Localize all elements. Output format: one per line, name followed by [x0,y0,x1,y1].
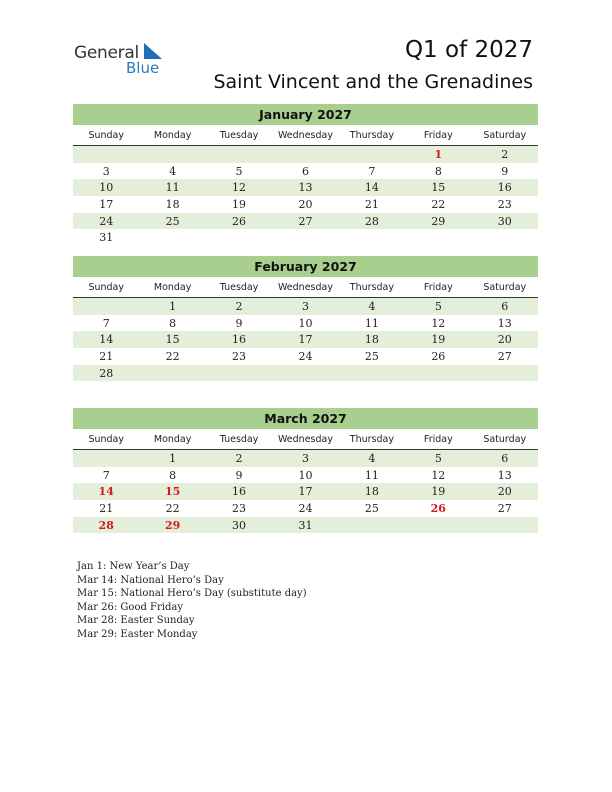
day-cell: 12 [431,316,446,330]
day-cell: 4 [169,164,177,178]
day-cell: 13 [497,468,512,482]
day-cell: 27 [298,214,313,228]
holiday-notes [77,560,307,641]
day-cell: 6 [501,300,509,313]
day-cell [339,517,405,534]
day-cell: 24 [298,350,313,364]
day-cell [206,365,272,382]
day-cell: 5 [235,164,243,178]
day-cell: 1 [169,452,177,465]
week-row [73,163,538,180]
holiday-note: Mar 28: Easter Sunday [77,615,195,626]
day-cell [405,365,471,382]
day-cell: 11 [364,468,379,482]
day-cell [73,450,139,467]
day-cell: 2 [501,148,509,161]
day-cell: 22 [431,198,446,212]
day-cell [139,146,205,163]
page-title: Q1 of 2027 [404,37,533,63]
weekday-label: Tuesday [219,282,259,293]
weekday-header-row [73,429,538,450]
day-cell: 9 [235,468,243,482]
day-cell: 26 [431,350,446,364]
day-cell [206,229,272,246]
day-cell [73,146,139,163]
day-cell [272,365,338,382]
day-cell: 7 [368,164,376,178]
day-cell: 3 [102,164,110,178]
weekday-label: Friday [423,282,453,293]
day-cell: 14 [99,333,114,347]
day-cell [405,229,471,246]
day-cell: 6 [301,164,309,178]
week-row [73,179,538,196]
weekday-label: Sunday [88,282,124,293]
day-cell: 26 [430,502,446,516]
day-cell: 8 [169,468,177,482]
day-cell: 31 [99,231,114,245]
day-cell [272,146,338,163]
day-cell: 20 [497,333,512,347]
day-cell: 1 [169,300,177,313]
month-header: March 2027 [73,408,538,429]
holiday-note: Mar 14: National Hero’s Day [77,574,224,586]
weekday-label: Wednesday [277,434,333,445]
day-cell: 19 [431,333,446,347]
week-row [73,146,538,163]
week-row [73,517,538,534]
holiday-note: Jan 1: New Year’s Day [77,561,190,572]
weekday-label: Tuesday [219,130,259,141]
weekday-label: Monday [153,130,192,141]
day-cell: 11 [364,316,379,330]
day-cell: 26 [232,214,247,228]
day-cell: 18 [364,485,379,499]
weekday-label: Sunday [88,130,124,141]
day-cell: 11 [165,181,180,195]
day-cell: 12 [431,468,446,482]
week-row [73,450,538,467]
day-cell [339,146,405,163]
logo-text-blue: Blue [126,59,160,77]
weekday-label: Monday [153,434,192,445]
day-cell: 4 [368,452,376,465]
day-cell: 20 [298,198,313,212]
day-cell: 15 [165,333,180,347]
weekday-label: Sunday [88,434,124,445]
day-cell [472,365,538,382]
weekday-header-row [73,125,538,146]
day-cell: 23 [232,350,247,364]
day-cell [472,229,538,246]
day-cell: 29 [431,214,446,228]
day-cell [405,517,471,534]
day-cell: 10 [99,181,114,195]
week-row [73,365,538,382]
day-cell: 23 [497,198,512,212]
day-cell: 27 [497,502,512,516]
day-cell: 3 [301,300,309,313]
weekday-label: Monday [153,282,192,293]
holiday-note: Mar 29: Easter Monday [77,628,198,640]
month-calendar [73,256,538,381]
week-row [73,213,538,230]
day-cell: 4 [368,300,376,313]
week-row [73,467,538,484]
day-cell: 18 [364,333,379,347]
week-row [73,196,538,213]
day-cell: 14 [364,181,379,195]
month-header: January 2027 [73,104,538,125]
day-cell: 9 [501,164,509,178]
logo-triangle-icon [142,43,162,61]
day-cell: 16 [232,333,247,347]
weekday-label: Wednesday [277,130,333,141]
day-cell: 22 [165,502,180,516]
weekday-label: Thursday [349,130,394,141]
day-cell: 14 [98,485,114,499]
day-cell [339,365,405,382]
weekday-header-row [73,277,538,298]
day-cell: 17 [298,333,313,347]
weekday-label: Saturday [483,434,527,445]
day-cell: 23 [232,502,247,516]
day-cell: 5 [434,452,442,465]
day-cell: 12 [232,181,247,195]
day-cell: 29 [164,518,181,532]
day-cell: 27 [497,350,512,364]
day-cell [472,517,538,534]
day-cell: 25 [364,350,379,364]
weekday-label: Thursday [349,434,394,445]
day-cell: 21 [99,350,114,364]
day-cell: 2 [235,300,243,313]
day-cell [339,229,405,246]
day-cell: 28 [364,214,379,228]
day-cell: 19 [431,485,446,499]
month-header: February 2027 [73,256,538,277]
weekday-label: Saturday [483,282,527,293]
day-cell: 8 [434,164,442,178]
day-cell: 25 [165,214,180,228]
week-row [73,315,538,332]
day-cell: 8 [169,316,177,330]
day-cell [206,146,272,163]
day-cell: 10 [298,316,313,330]
week-row [73,348,538,365]
day-cell: 25 [364,502,379,516]
day-cell: 24 [298,502,313,516]
day-cell: 15 [164,485,181,499]
day-cell: 13 [298,181,313,195]
day-cell: 3 [301,452,309,465]
day-cell: 16 [497,181,512,195]
weekday-label: Friday [423,434,453,445]
week-row [73,483,538,500]
day-cell [139,229,205,246]
week-row [73,298,538,315]
holiday-note: Mar 26: Good Friday [77,601,183,613]
day-cell: 19 [232,198,247,212]
day-cell: 22 [165,350,180,364]
generalblue-logo [74,43,174,77]
day-cell: 28 [98,518,114,532]
day-cell: 21 [364,198,379,212]
day-cell: 16 [232,485,247,499]
weekday-label: Saturday [483,130,527,141]
day-cell: 24 [99,214,114,228]
day-cell: 31 [298,518,313,532]
weekday-label: Friday [423,130,453,141]
day-cell: 9 [235,316,243,330]
weekday-label: Wednesday [277,282,333,293]
day-cell: 28 [99,366,114,380]
day-cell: 1 [434,148,443,161]
day-cell: 15 [431,181,446,195]
day-cell: 7 [102,316,110,330]
day-cell [73,298,139,315]
logo-text-general: General [74,43,139,63]
week-row [73,500,538,517]
day-cell: 17 [298,485,313,499]
day-cell: 30 [497,214,512,228]
day-cell: 7 [102,468,110,482]
day-cell: 2 [235,452,243,465]
month-calendar [73,408,538,533]
day-cell: 21 [99,502,114,516]
day-cell: 10 [298,468,313,482]
weekday-label: Tuesday [219,434,259,445]
day-cell [272,229,338,246]
week-row [73,229,538,246]
country-title: Saint Vincent and the Grenadines [213,71,533,93]
day-cell: 20 [497,485,512,499]
day-cell: 17 [99,198,114,212]
month-calendar [73,104,538,246]
day-cell: 30 [232,518,247,532]
week-row [73,331,538,348]
day-cell: 5 [434,300,442,313]
day-cell: 6 [501,452,509,465]
holiday-note: Mar 15: National Hero’s Day (substitute day) [77,588,307,599]
day-cell [139,365,205,382]
day-cell: 18 [165,198,180,212]
day-cell: 13 [497,316,512,330]
weekday-label: Thursday [349,282,394,293]
